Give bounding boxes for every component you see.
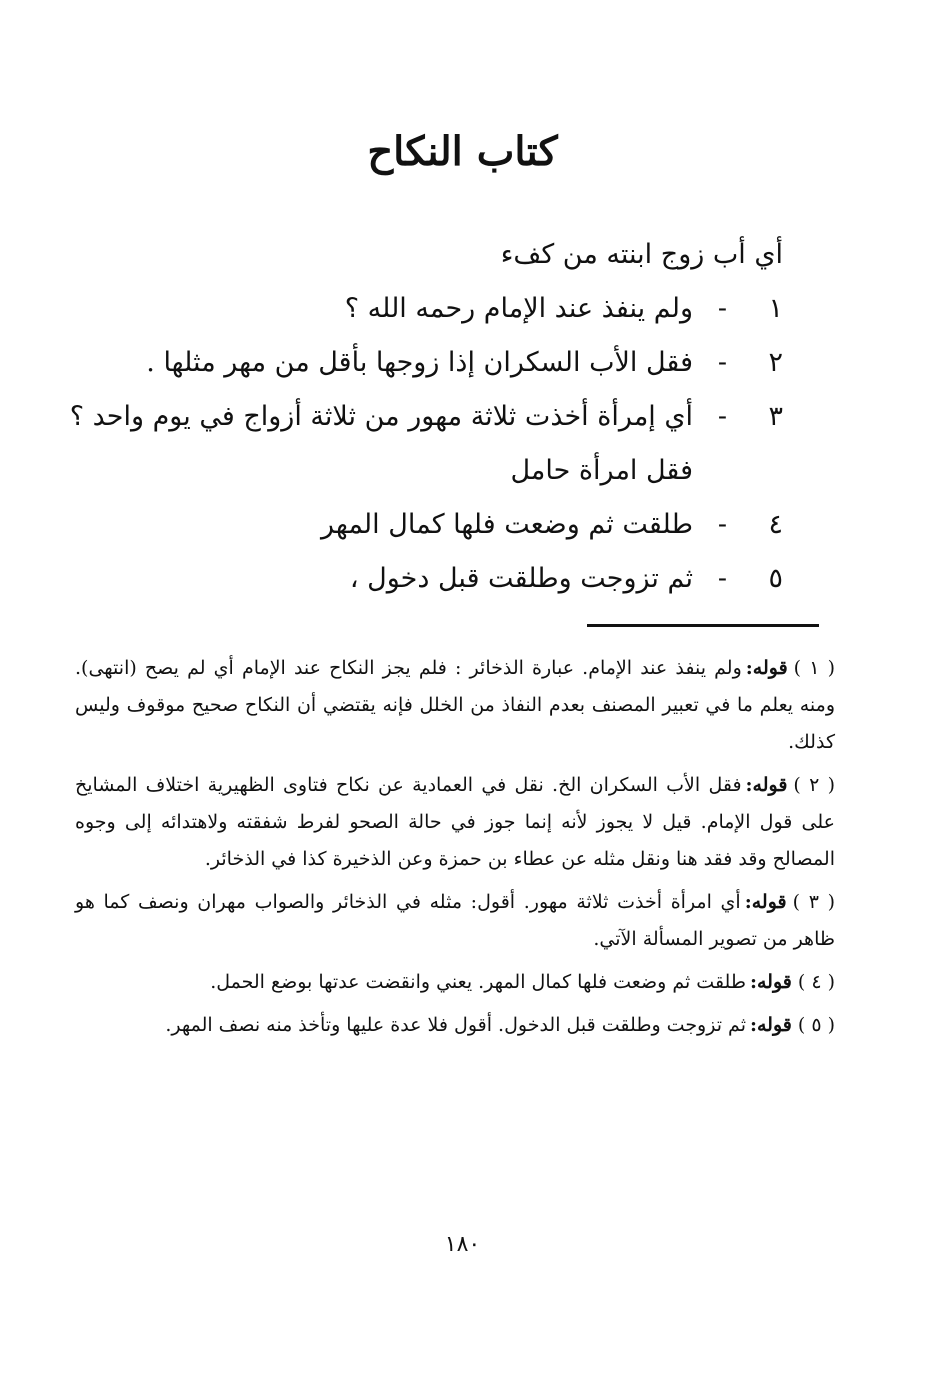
- poem-line-text: ثم تزوجت وطلقت قبل دخول ،: [349, 563, 693, 594]
- poem-line: [63, 390, 783, 444]
- poem-line-text: فقل الأب السكران إذا زوجها بأقل من مهر مثلها .: [146, 347, 693, 378]
- footnote-divider: [587, 624, 819, 627]
- footnote-keyword: قوله:: [749, 971, 792, 993]
- footnote-text: ولم ينفذ عند الإمام. عبارة الذخائر : فلم يجز النكاح عند الإمام أي لم يصح (انتهى). ومنه يعلم ما في تعبير المصنف بعدم النفاذ من الخلل فإنه يقتضي أن النكاح صحيح موقوف وليس كذلك.: [75, 657, 835, 753]
- poem-block: [63, 228, 783, 606]
- poem-line-text: ولم ينفذ عند الإمام رحمه الله ؟: [344, 293, 693, 324]
- chapter-title: كتاب النكاح: [367, 128, 558, 175]
- footnote-number: ( ٤ ): [797, 971, 835, 993]
- footnote-number: ( ٢ ): [793, 774, 836, 796]
- poem-dash: -: [717, 509, 727, 540]
- poem-line: [63, 552, 783, 606]
- footnote-number: ( ١ ): [793, 657, 835, 679]
- poem-line-text: أي إمرأة أخذت ثلاثة مهور من ثلاثة أزواج في يوم واحد ؟: [69, 401, 693, 432]
- footnote: [75, 884, 835, 958]
- footnotes: [75, 650, 835, 1050]
- footnote-number: ( ٥ ): [797, 1014, 835, 1036]
- footnote: [75, 1007, 835, 1044]
- footnote-text: ثم تزوجت وطلقت قبل الدخول. أقول فلا عدة عليها وتأخذ منه نصف المهر.: [165, 1014, 746, 1036]
- poem-line-number: ١: [768, 293, 783, 324]
- footnote: [75, 767, 835, 878]
- poem-line-number: ٤: [768, 509, 783, 540]
- footnote: [75, 650, 835, 761]
- footnote-keyword: قوله:: [749, 1014, 792, 1036]
- poem-line-number: ٥: [768, 563, 783, 594]
- footnote-text: طلقت ثم وضعت فلها كمال المهر. يعني وانقضت عدتها بوضع الحمل.: [210, 971, 746, 993]
- footnote-text: أي امرأة أخذت ثلاثة مهور. أقول: مثله في الذخائر والصواب مهران ونصف كما هو ظاهر من تصوير المسألة الآتي.: [75, 891, 835, 950]
- poem-line: [63, 336, 783, 390]
- poem-line-number: ٢: [768, 347, 783, 378]
- poem-line-number: ٣: [768, 401, 783, 432]
- poem-dash: -: [717, 347, 727, 378]
- footnote-keyword: قوله:: [745, 774, 788, 796]
- poem-line: [63, 498, 783, 552]
- poem-line-continuation: فقل امرأة حامل: [510, 455, 693, 486]
- poem-line-text: طلقت ثم وضعت فلها كمال المهر: [320, 509, 693, 540]
- footnote-text: فقل الأب السكران الخ. نقل في العمادية عن نكاح فتاوى الظهيرية اختلاف المشايخ على قول الإمام. قيل لا يجوز لأنه إنما جوز في حالة الصحو لفرط شفقته ولاهتدائه إلى وجوه المصالح وقد فقد هنا ونقل مثله عن عطاء بن حمزة وعن الذخيرة كذا في الذخائر.: [75, 774, 835, 870]
- poem-dash: -: [717, 401, 727, 432]
- footnote: [75, 964, 835, 1001]
- poem-line: [63, 282, 783, 336]
- footnote-keyword: قوله:: [745, 657, 788, 679]
- poem-intro: أي أب زوج ابنته من كفء: [500, 239, 783, 270]
- footnote-number: ( ٣ ): [792, 891, 836, 913]
- poem-dash: -: [717, 293, 727, 324]
- page-number: ١٨٠: [444, 1232, 481, 1257]
- poem-dash: -: [717, 563, 727, 594]
- footnote-keyword: قوله:: [744, 891, 787, 913]
